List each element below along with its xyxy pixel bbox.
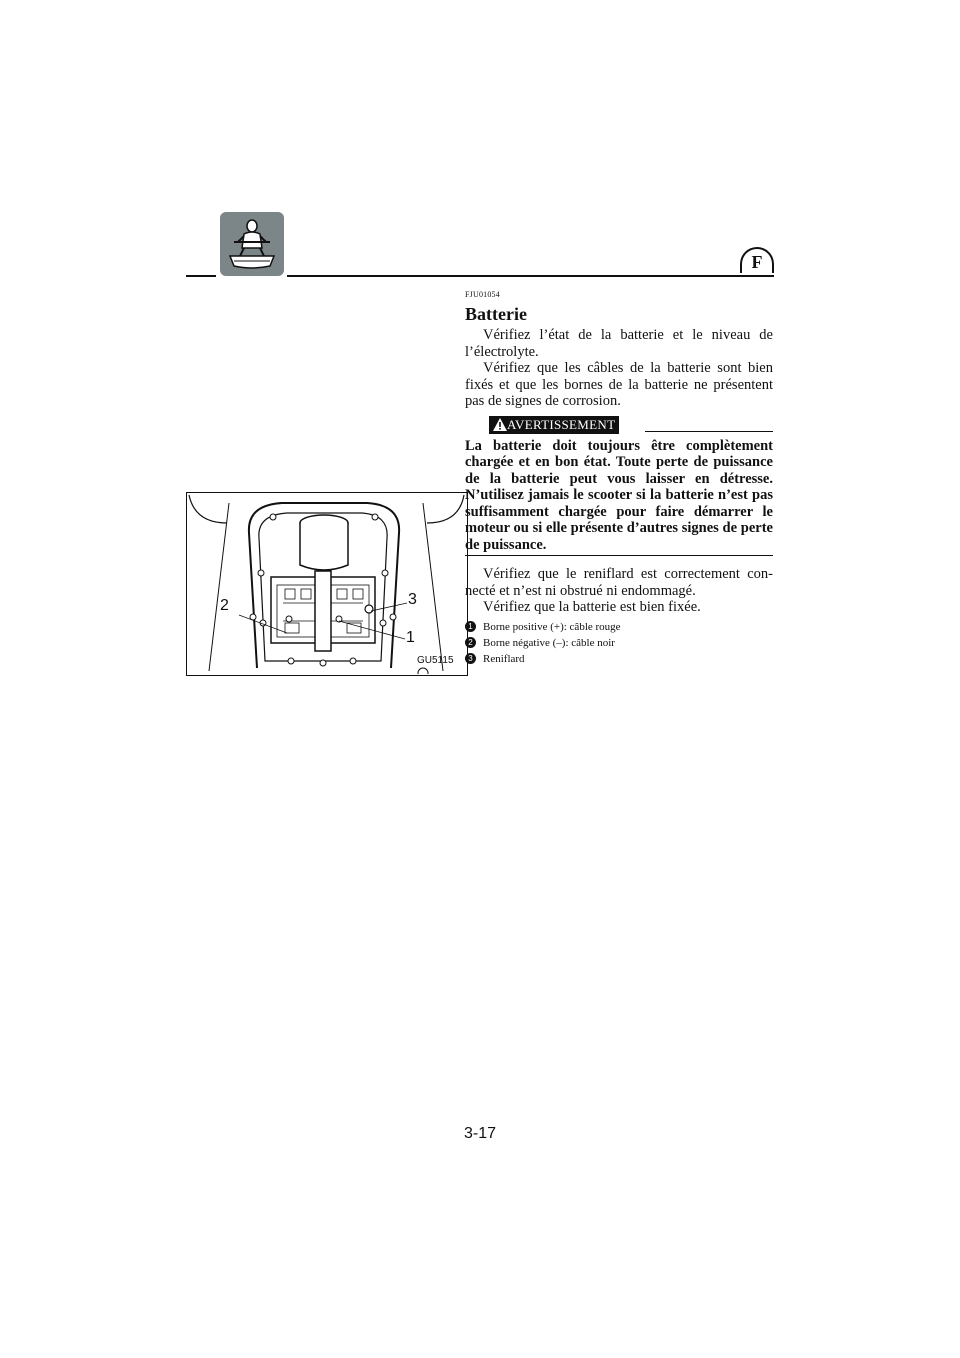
- header-rule-right: [287, 275, 774, 277]
- callout-3: 3: [408, 591, 417, 608]
- legend-item: [465, 619, 773, 635]
- legend-number: 1: [465, 621, 476, 632]
- legend-number: 2: [465, 637, 476, 648]
- legend-text: Reniflard: [483, 652, 525, 665]
- callout-1: 1: [406, 629, 415, 646]
- language-badge: F: [740, 247, 774, 273]
- legend-item: [465, 651, 773, 667]
- warning-text: La batterie doit toujours être complètement chargée et en bon état. Toute perte de puissance de la batterie peut vous laisser en détresse. N’utilisez jamais le scooter si la batterie n’est pas suffisamment chargée pour faire démarrer le moteur ou si elle présente d’autres signes de perte de puissance.: [465, 437, 773, 553]
- paragraph: Vérifiez que les câbles de la batterie sont bien fixés et que les bornes de la batterie ne présentent pas de signes de corrosion.: [465, 360, 773, 409]
- callout-2: 2: [220, 597, 229, 614]
- legend-number: 3: [465, 653, 476, 664]
- warning-header: [465, 414, 773, 436]
- legend-text: Borne négative (–): câble noir: [483, 636, 615, 649]
- legend-text: Borne positive (+): câble rouge: [483, 620, 621, 633]
- legend-item: [465, 635, 773, 651]
- section-code: FJU01054: [465, 290, 500, 299]
- jet-ski-rider-icon: [220, 212, 284, 276]
- paragraph: Vérifiez que le reniflard est correctement connecté et n’est ni obstrué ni endommagé.: [465, 566, 773, 599]
- warning-end-rule: [465, 555, 773, 556]
- paragraph: Vérifiez que la batterie est bien fixée.: [483, 599, 701, 615]
- figure-code: GU5115: [417, 655, 454, 666]
- warning-label: AVERTISSEMENT: [489, 416, 619, 434]
- warning-rule: [645, 431, 773, 432]
- paragraph: Vérifiez l’état de la batterie et le niveau de l’électrolyte.: [465, 327, 773, 360]
- legend: [465, 619, 773, 667]
- battery-illustration: [186, 492, 468, 676]
- page-number: 3-17: [463, 1125, 497, 1142]
- battery-section: [465, 290, 773, 667]
- header-rule-left: [186, 275, 216, 277]
- section-title: Batterie: [465, 304, 527, 324]
- warning-icon: [493, 418, 507, 431]
